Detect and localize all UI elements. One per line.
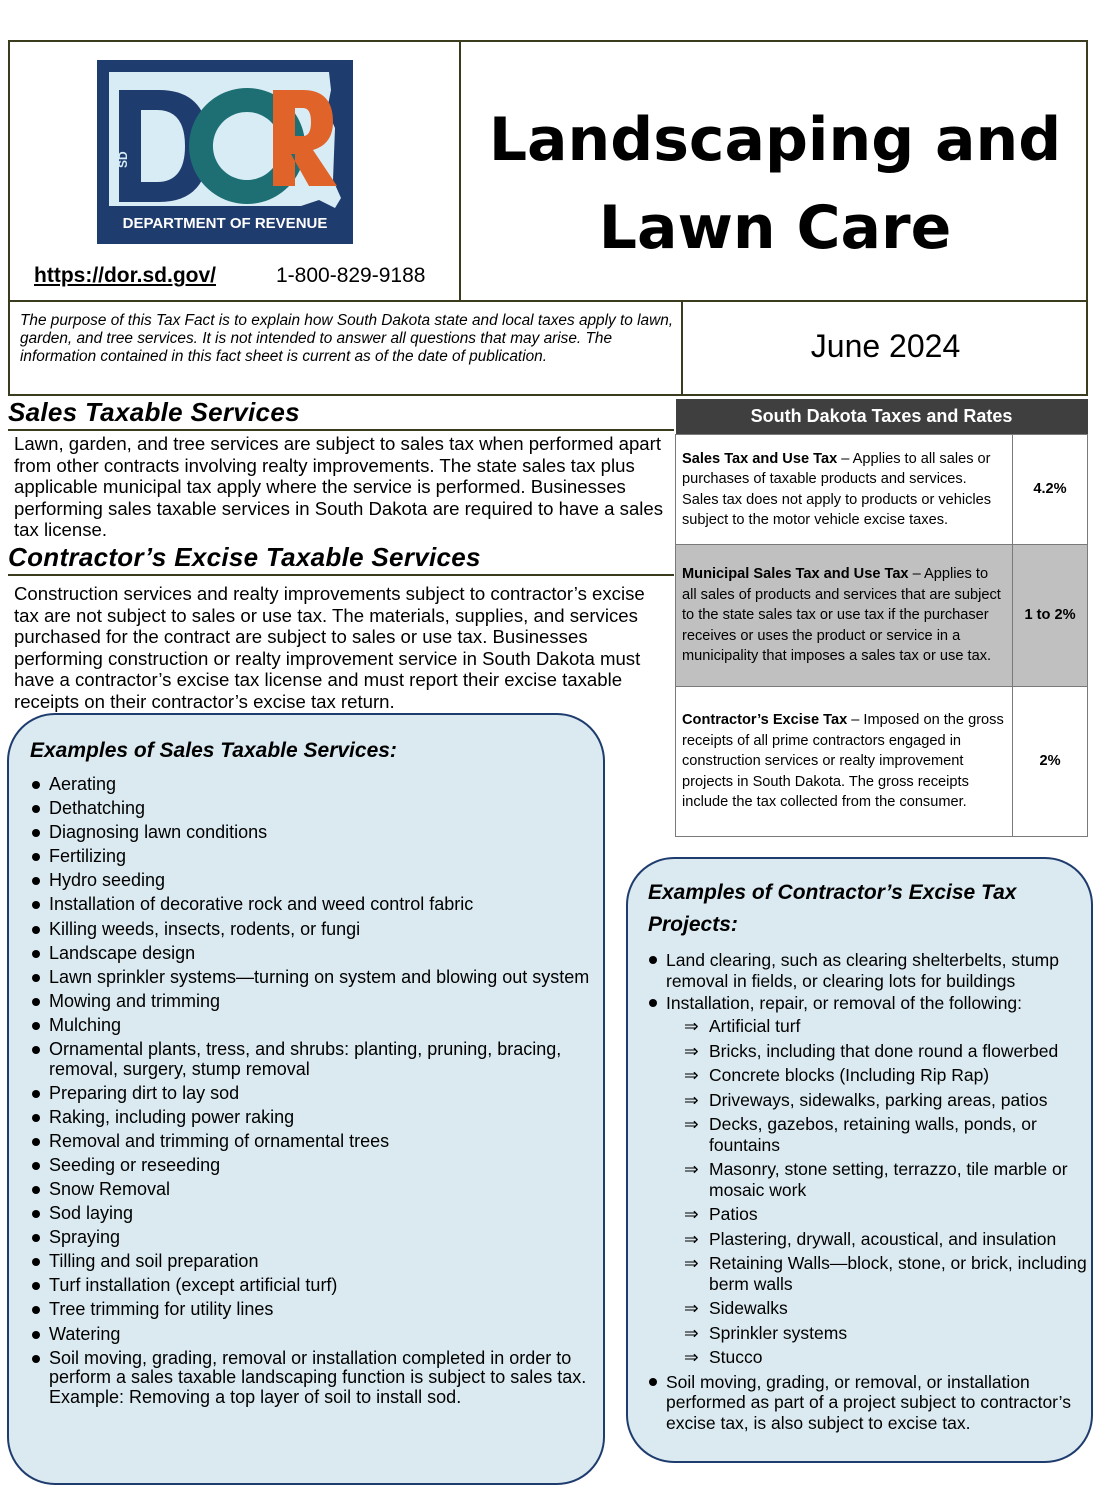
sub-item-text: Bricks, including that done round a flowerbed — [709, 1040, 1059, 1061]
list-item: Land clearing, such as clearing shelterbelts, stump removal in fields, or clearing lots for buildings — [647, 950, 1087, 991]
phone-number: 1-800-829-9188 — [276, 264, 426, 287]
list-item: Aerating — [30, 775, 590, 795]
sub-item-text: Artificial turf — [709, 1016, 801, 1036]
table-row — [676, 545, 1088, 687]
list-item: Sod laying — [30, 1204, 590, 1224]
sub-item-text: Sidewalks — [709, 1298, 788, 1318]
arrow-icon: ⇒ — [684, 1322, 699, 1343]
sub-item — [666, 1016, 1087, 1037]
logo-state-text: SD — [116, 151, 130, 168]
arrow-icon: ⇒ — [684, 1228, 699, 1249]
sub-item-text: Sprinkler systems — [709, 1322, 848, 1343]
arrow-icon: ⇒ — [684, 1253, 699, 1273]
arrow-icon: ⇒ — [684, 1016, 699, 1036]
list-item: Soil moving, grading, removal or installation completed in order to perform a sales taxable landscaping function is subject to sales tax. Example: Removing a top layer of soil to install sod. — [30, 1349, 590, 1408]
rate-value: 1 to 2% — [1013, 545, 1088, 687]
purpose-statement: The purpose of this Tax Fact is to explain how South Dakota state and local taxes apply to lawn, garden, and tree services. It is not intended to answer all questions that may arise. The information contained in this fact sheet is current as of the date of publication. — [20, 312, 674, 365]
table-row — [676, 435, 1088, 545]
sub-item — [666, 1253, 1087, 1294]
sub-item-text: Driveways, sidewalks, parking areas, patios — [709, 1089, 1048, 1110]
list-item — [647, 993, 1087, 1368]
contractor-heading: Contractor’s Excise Taxable Services — [8, 542, 481, 572]
list-item: Preparing dirt to lay sod — [30, 1084, 590, 1104]
rates-table — [675, 399, 1088, 837]
list-item: Tree trimming for utility lines — [30, 1300, 590, 1320]
list-item: Soil moving, grading, or removal, or installation performed as part of a project subject to contractor’s excise tax, is also subject to excise tax. — [647, 1372, 1087, 1434]
rate-description — [676, 435, 1013, 545]
sub-item-text: Decks, gazebos, retaining walls, ponds, or fountains — [709, 1114, 1037, 1155]
sales-examples-list — [30, 775, 590, 1412]
sub-item — [666, 1229, 1087, 1250]
sub-item — [666, 1041, 1087, 1062]
contractor-examples-list — [647, 950, 1087, 1435]
table-row — [676, 687, 1088, 837]
tax-desc: – Applies to all sales or purchases of taxable products and services. Sales tax does not apply to products or vehicles subject to the motor vehicle excise taxes. — [682, 450, 992, 528]
rate-value: 4.2% — [1013, 435, 1088, 545]
list-item: Landscape design — [30, 944, 590, 964]
page-title — [462, 96, 1088, 272]
sub-item — [666, 1114, 1087, 1155]
sub-item — [666, 1323, 1087, 1344]
list-item: Installation of decorative rock and weed control fabric — [30, 895, 590, 915]
list-item: Mulching — [30, 1016, 590, 1036]
rate-value: 2% — [1013, 687, 1088, 837]
list-item: Killing weeds, insects, rodents, or fungi — [30, 920, 590, 940]
sub-item-text: Retaining Walls—block, stone, or brick, including berm walls — [709, 1253, 1087, 1294]
arrow-icon: ⇒ — [684, 1298, 699, 1318]
website-link[interactable]: https://dor.sd.gov/ — [34, 264, 216, 287]
list-item: Watering — [30, 1325, 590, 1345]
sub-item — [666, 1090, 1087, 1111]
tax-desc: – Applies to all sales of products and services that are subject to the state sales tax or use tax if the purchaser receives or uses the product or service in a municipality that imposes a sales tax or use tax. — [682, 566, 1001, 665]
arrow-icon: ⇒ — [684, 1065, 699, 1085]
list-item: Lawn sprinkler systems—turning on system and blowing out system — [30, 968, 590, 988]
list-item: Hydro seeding — [30, 871, 590, 891]
arrow-icon: ⇒ — [684, 1159, 699, 1179]
arrow-icon: ⇒ — [684, 1040, 699, 1061]
arrow-icon: ⇒ — [684, 1114, 699, 1134]
title-line-2: Lawn Care — [598, 193, 952, 263]
header-divider — [459, 40, 461, 302]
logo-caption: DEPARTMENT OF REVENUE — [122, 215, 328, 232]
tax-name: Contractor’s Excise Tax — [682, 712, 848, 729]
arrow-icon: ⇒ — [684, 1089, 699, 1110]
sub-item-text: Masonry, stone setting, terrazzo, tile marble or mosaic work — [709, 1159, 1068, 1200]
list-item: Ornamental plants, tress, and shrubs: planting, pruning, bracing, removal, surgery, stump removal — [30, 1040, 590, 1079]
sub-item — [666, 1347, 1087, 1368]
section-rule — [8, 574, 674, 576]
arrow-icon: ⇒ — [684, 1204, 699, 1224]
list-item: Snow Removal — [30, 1180, 590, 1200]
sales-heading: Sales Taxable Services — [8, 397, 300, 427]
sub-item — [666, 1065, 1087, 1086]
tax-name: Municipal Sales Tax and Use Tax — [682, 566, 909, 583]
list-item-text: Installation, repair, or removal of the following: — [666, 992, 1023, 1013]
sub-item-text: Patios — [709, 1204, 758, 1224]
sales-examples-title: Examples of Sales Taxable Services: — [30, 739, 397, 762]
list-item: Mowing and trimming — [30, 992, 590, 1012]
dor-logo — [97, 60, 353, 244]
list-item: Turf installation (except artificial turf) — [30, 1276, 590, 1296]
rate-description — [676, 545, 1013, 687]
list-item: Diagnosing lawn conditions — [30, 823, 590, 843]
sub-item — [666, 1204, 1087, 1225]
list-item: Fertilizing — [30, 847, 590, 867]
list-item: Tilling and soil preparation — [30, 1252, 590, 1272]
list-item: Dethatching — [30, 799, 590, 819]
sub-item — [666, 1159, 1087, 1200]
list-item: Seeding or reseeding — [30, 1156, 590, 1176]
list-item: Removal and trimming of ornamental trees — [30, 1132, 590, 1152]
section-rule — [8, 429, 674, 431]
logo-letters: DOR — [97, 60, 100, 61]
sub-item-text: Stucco — [709, 1347, 763, 1367]
arrow-icon: ⇒ — [684, 1347, 699, 1367]
header-divider — [8, 300, 1088, 302]
sub-item-text: Concrete blocks (Including Rip Rap) — [709, 1065, 990, 1085]
contractor-examples-title: Examples of Contractor’s Excise Tax Projects: — [648, 881, 1017, 936]
tax-name: Sales Tax and Use Tax — [682, 450, 838, 467]
sub-item — [666, 1298, 1087, 1319]
sales-description: Lawn, garden, and tree services are subject to sales tax when performed apart from other contracts involving realty improvements. The state sales tax plus applicable municipal tax apply where the service is performed. Businesses performing sales taxable services in South Dakota are required to have a sales tax license. — [14, 433, 664, 540]
list-item: Raking, including power raking — [30, 1108, 590, 1128]
rates-table-title: South Dakota Taxes and Rates — [676, 399, 1088, 435]
tax-desc: – Imposed on the gross receipts of all prime contractors engaged in construction services or realty improvement projects in South Dakota. The gross receipts include the tax collected from the consumer. — [682, 712, 1004, 811]
publication-date: June 2024 — [810, 328, 961, 364]
contractor-description: Construction services and realty improvements subject to contractor’s excise tax are not subject to sales or use tax. The materials, supplies, and services purchased for the contract are subject to sales or use tax. Businesses performing construction or realty improvement service in South Dakota must have a contractor’s excise tax license and must report their excise taxable receipts on their contractor’s excise tax return. — [14, 583, 645, 712]
list-item: Spraying — [30, 1228, 590, 1248]
sub-item-text: Plastering, drywall, acoustical, and insulation — [709, 1228, 1057, 1249]
sub-list — [666, 1016, 1087, 1368]
rate-description — [676, 687, 1013, 837]
title-line-1: Landscaping and — [488, 105, 1062, 175]
